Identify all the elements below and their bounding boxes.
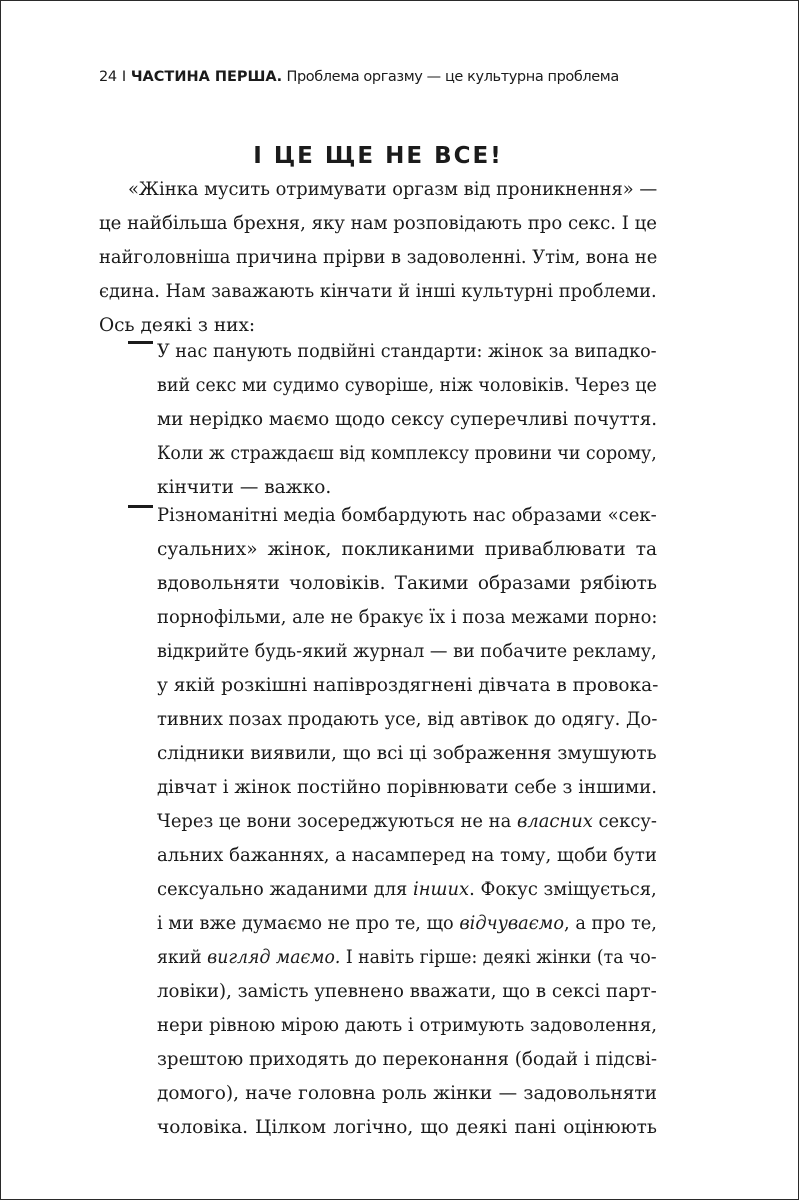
item2-text: який	[157, 947, 208, 968]
item2-line: альних бажаннях, а насамперед на тому, щоби бути	[157, 845, 657, 866]
item2-text: і ми вже думаємо не про те, що	[157, 913, 460, 934]
item1-line: кінчити — важко.	[157, 477, 332, 498]
list-dash	[128, 341, 153, 344]
item2-text: сексуально жаданими для	[157, 879, 414, 900]
item1-line: Коли ж страждаєш від комплексу провини чи сорому,	[157, 443, 657, 464]
item2-emphasis: власних	[516, 811, 593, 832]
item1-line: ми нерідко маємо щодо сексу суперечливі почуття.	[157, 409, 658, 430]
item2-line: домого), наче головна роль жінки — задовольняти	[157, 1083, 657, 1104]
page-number: 24	[99, 69, 117, 85]
item2-emphasis: вигляд маємо.	[207, 947, 341, 968]
item2-line: дівчат і жінок постійно порівнювати себе з іншими.	[157, 777, 658, 798]
list-dash	[128, 505, 153, 508]
item2-line	[157, 873, 657, 907]
item2-line	[157, 805, 657, 839]
intro-line: найголовніша причина прірви в задоволенні. Утім, вона не	[99, 247, 658, 268]
item2-line: тивних позах продають усе, від автівок до одягу. До-	[157, 709, 658, 730]
item2-line: слідники виявили, що всі ці зображення змушують	[157, 743, 657, 764]
item2-line: Різноманітні медіа бомбардують нас образами «сек-	[157, 505, 657, 526]
item2-line: зрештою приходять до переконання (бодай і підсві-	[157, 1049, 658, 1070]
item2-line: ловіки), замість упевнено вважати, що в сексі парт-	[157, 981, 657, 1002]
item2-line: відкрийте будь-який журнал — ви побачите рекламу,	[157, 641, 657, 662]
section-heading: І ЦЕ ЩЕ НЕ ВСЕ!	[253, 143, 503, 169]
item2-line	[157, 907, 657, 941]
running-head	[99, 69, 619, 85]
part-title: ЧАСТИНА ПЕРША.	[130, 69, 283, 85]
item1-line: У нас панують подвійні стандарти: жінок за випадко-	[157, 341, 657, 362]
intro-line: це найбільша брехня, яку нам розповідають про секс. І це	[99, 213, 657, 234]
intro-line: Ось деякі з них:	[99, 315, 256, 336]
item2-text: І навіть гірше: деякі жінки (та чо-	[340, 947, 657, 968]
item2-line: суальних» жінок, покликаними приваблювати та	[157, 539, 657, 560]
item2-line	[157, 941, 657, 975]
item2-text: , а про те,	[564, 913, 657, 934]
item2-text: сексу-	[592, 811, 657, 832]
item2-text: . Фокус зміщується,	[469, 879, 657, 900]
item2-line: нери рівною мірою дають і отримують задоволення,	[157, 1015, 658, 1036]
chapter-title: Проблема оргазму — це культурна проблема	[286, 69, 619, 85]
item2-emphasis: інших	[413, 879, 470, 900]
item1-line: вий секс ми судимо суворіше, ніж чоловіків. Через це	[157, 375, 657, 396]
item2-line: вдовольняти чоловіків. Такими образами рябіють	[157, 573, 657, 594]
intro-line: єдина. Нам заважають кінчати й інші культурні проблеми.	[99, 281, 657, 302]
item2-line: чоловіка. Цілком логічно, що деякі пані оцінюють	[157, 1117, 657, 1138]
item2-emphasis: відчуваємо	[459, 913, 565, 934]
header-separator: I	[121, 69, 126, 85]
item2-line: порнофільми, але не бракує їх і поза межами порно:	[157, 607, 658, 628]
intro-line: «Жінка мусить отримувати оргазм від проникнення» —	[128, 179, 658, 200]
item2-text: Через це вони зосереджуються не на	[157, 811, 517, 832]
item2-line: у якій розкішні напівроздягнені дівчата в провока-	[157, 675, 659, 696]
